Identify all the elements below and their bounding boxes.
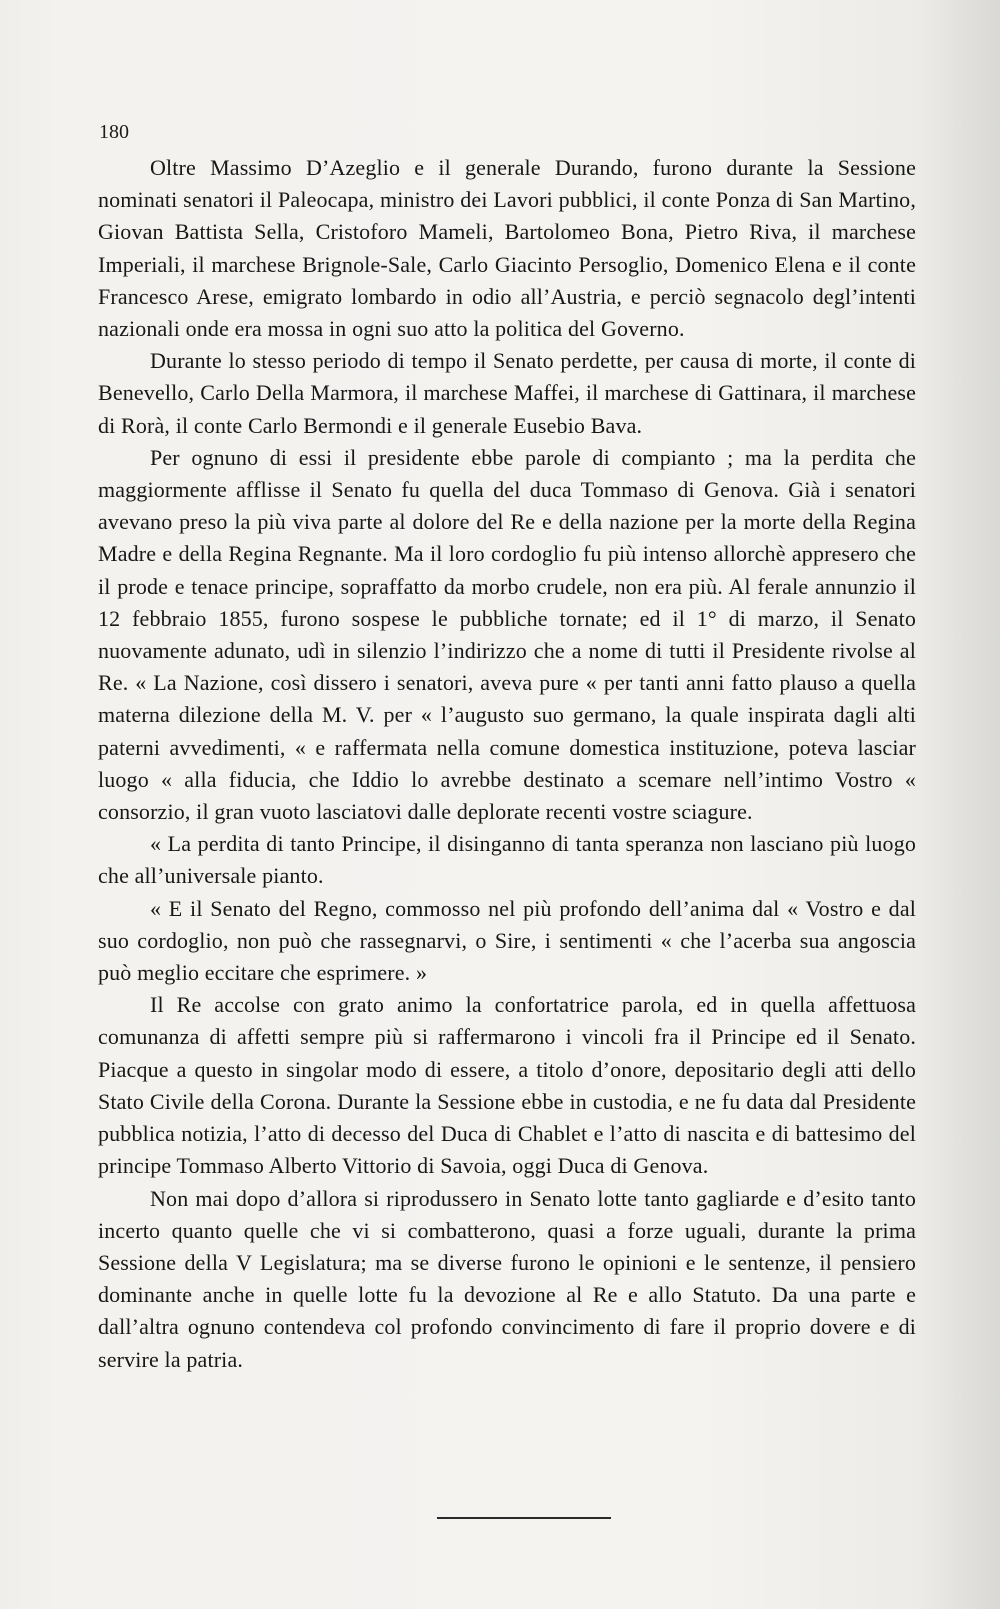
paragraph-deceased-senators: Durante lo stesso periodo di tempo il Senato perdette, per causa di morte, il conte di Benevello, Carlo Della Marmora, il marchese Maffei, il marchese di Gattinara, il marchese di Rorà, il conte Carlo Bermondi e il generale Eusebio Bava. [98,348,916,438]
paragraph-king-response: Il Re accolse con grato animo la confortatrice parola, ed in quella affettuosa comunanza di affetti sempre più si raffermarono i vincoli fra il Principe ed il Senato. Piacque a questo in singolar modo di essere, a titolo d’onore, depositario degli atti dello Stato Civile della Corona. Durante la Sessione ebbe in custodia, e ne fu data dal Presidente pubblica notizia, l’atto di decesso del Duca di Chablet e l’atto di nascita e di battesimo del principe Tommaso Alberto Vittorio di Savoia, oggi Duca di Genova. [98,992,916,1179]
section-end-rule [437,1517,611,1519]
paragraph-quote-loss: « La perdita di tanto Principe, il disinganno di tanta speranza non lasciano più luogo che all’universale pianto. [98,831,916,889]
paragraph-closing: Non mai dopo d’allora si riprodussero in Senato lotte tanto gagliarde e d’esito tanto incerto quanto quelle che vi si combatterono, quasi a forze uguali, durante la prima Sessione della V Legislatura; ma se diverse furono le opinioni e le sentenze, il pensiero dominante anche in quelle lotte fu la devozione al Re e allo Statuto. Da una parte e dall’altra ognuno contendeva col profondo convincimento di fare il proprio dovere e di servire la patria. [98,1185,916,1372]
paragraph-new-senators: Oltre Massimo D’Azeglio e il generale Durando, furono durante la Sessione nominati senatori il Paleocapa, ministro dei Lavori pubblici, il conte Ponza di San Martino, Giovan Battista Sella, Cristoforo Mameli, Bartolomeo Bona, Pietro Riva, il marchese Imperiali, il marchese Brignole-Sale, Carlo Giacinto Persoglio, Domenico Elena e il conte Francesco Arese, emigrato lombardo in odio all’Austria, e perciò segnacolo degl’intenti nazionali onde era mossa in ogni suo atto la politica del Governo. [98,155,916,342]
page-number: 180 [99,121,129,143]
body-text [98,152,916,1376]
paragraph-quote-senate: « E il Senato del Regno, commosso nel più profondo dell’anima dal « Vostro e dal suo cordoglio, non può che rassegnarvi, o Sire, i sentimenti « che l’acerba sua angoscia può meglio eccitare che esprimere. » [98,895,916,986]
paragraph-duke-of-genoa: Per ognuno di essi il presidente ebbe parole di compianto ; ma la perdita che maggiormente afflisse il Senato fu quella del duca Tommaso di Genova. Già i senatori avevano preso la più viva parte al dolore del Re e della nazione per la morte della Regina Madre e della Regina Regnante. Ma il loro cordoglio fu più intenso allorchè appresero che il prode e tenace principe, sopraffatto da morbo crudele, non era più. Al ferale annunzio il 12 febbraio 1855, furono sospese le pubbliche tornate; ed il 1° di marzo, il Senato nuovamente adunato, udì in silenzio l’indirizzo che a nome di tutti il Presidente rivolse al Re. « La Nazione, così dissero i senatori, aveva pure « per tanti anni fatto plauso a quella materna dilezione della M. V. per « l’augusto suo germano, la quale inspirata dagli alti paterni avvedimenti, « e raffermata nella comune domestica instituzione, poteva lasciar luogo « alla fiducia, che Iddio lo avrebbe destinato a scemare nell’intimo Vostro « consorzio, il gran vuoto lasciatovi dalle deplorate recenti vostre sciagure. [98,444,916,825]
